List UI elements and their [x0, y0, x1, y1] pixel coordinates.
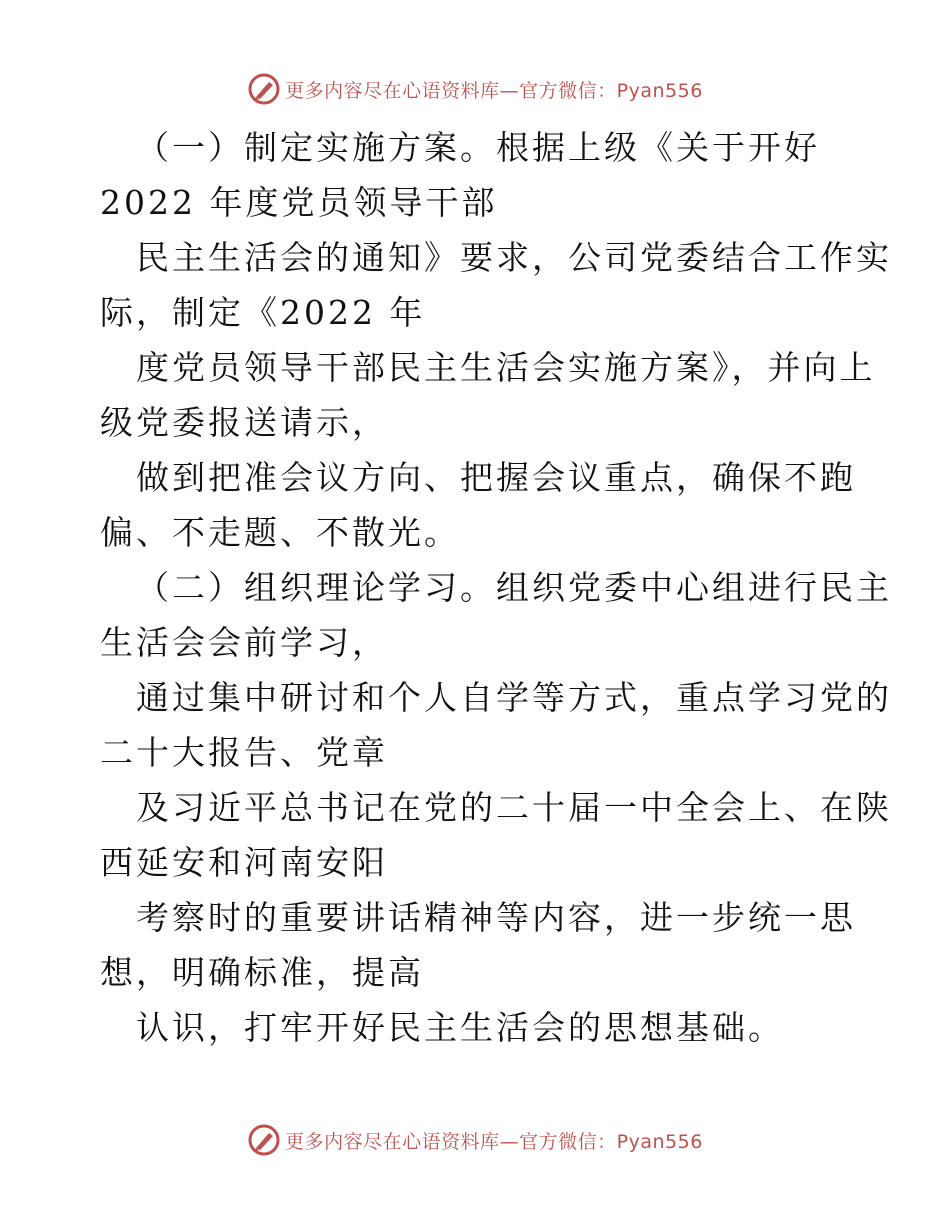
text-line: 级党委报送请示， — [100, 403, 388, 442]
text-line: 民主生活会的通知》要求，公司党委结合工作实 — [136, 238, 892, 277]
footer-watermark — [0, 1123, 950, 1157]
header-watermark — [0, 72, 950, 106]
text-line: 际，制定《2022 年 — [100, 293, 426, 332]
text-line: 2022 年度党员领导干部 — [100, 183, 498, 222]
document-body — [100, 120, 892, 1055]
watermark-text: 更多内容尽在心语资料库—官方微信：Pyan556 — [285, 1130, 703, 1153]
text-line: （二）组织理论学习。组织党委中心组进行民主 — [136, 568, 892, 607]
text-line: 考察时的重要讲话精神等内容，进一步统一思 — [136, 898, 856, 937]
text-line: 偏、不走题、不散光。 — [100, 513, 460, 552]
pen-logo-icon — [247, 1123, 281, 1157]
pen-logo-icon — [247, 72, 281, 106]
text-line: 二十大报告、党章 — [100, 733, 388, 772]
watermark-text: 更多内容尽在心语资料库—官方微信：Pyan556 — [285, 79, 703, 102]
text-line: 通过集中研讨和个人自学等方式，重点学习党的 — [136, 678, 892, 717]
text-line: 认识，打牢开好民主生活会的思想基础。 — [136, 1008, 784, 1047]
text-line: 想，明确标准，提高 — [100, 953, 424, 992]
text-line: 度党员领导干部民主生活会实施方案》，并向上 — [136, 348, 876, 387]
text-line: 生活会会前学习， — [100, 623, 388, 662]
text-line: 做到把准会议方向、把握会议重点，确保不跑 — [136, 458, 856, 497]
text-line: 及习近平总书记在党的二十届一中全会上、在陕 — [136, 788, 892, 827]
text-line: 西延安和河南安阳 — [100, 843, 388, 882]
text-line: （一）制定实施方案。根据上级《关于开好 — [136, 128, 820, 167]
